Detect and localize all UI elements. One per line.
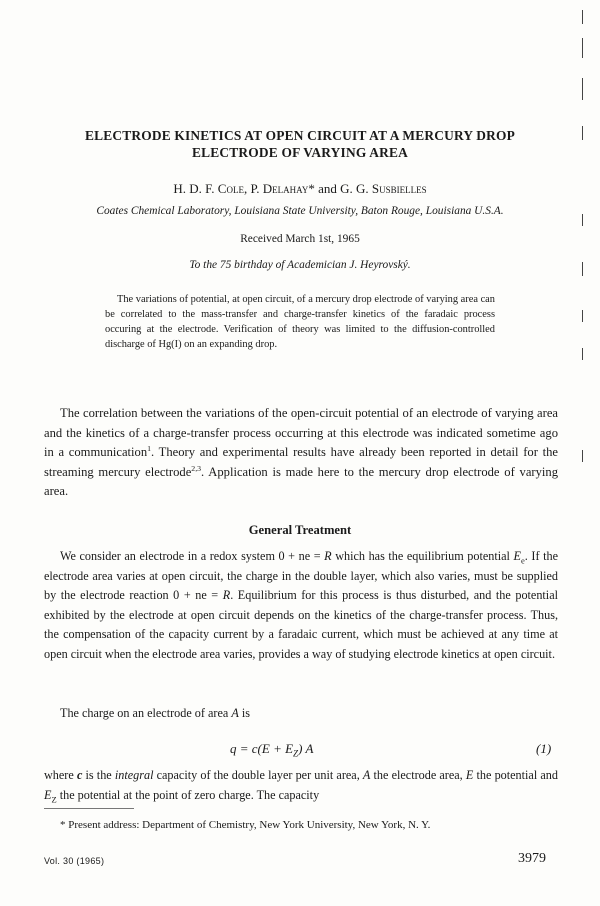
- intro-paragraph: [44, 404, 558, 502]
- body3-text-1: where: [44, 768, 77, 782]
- body1-text-4: . Equilibrium for this process is thus disturbed, and the potential exhibited by the electrode at open circuit depends on the kinetics of the charge-transfer process. Thus, the compensation of the capacity current by a faradaic current, which must be achieved at any time at open circuit when the electrode area varies, provides a way of studying electrode kinetics at open circuit.: [44, 588, 558, 661]
- author-list: [40, 181, 560, 197]
- received-date: Received March 1st, 1965: [240, 233, 360, 245]
- symbol-Ez: E: [44, 787, 52, 802]
- body2-text-2: is: [238, 706, 250, 720]
- reference-1: 1: [147, 444, 152, 453]
- reference-2-3: 2,3: [191, 463, 202, 473]
- paper-title: [40, 127, 560, 161]
- body-paragraph-2: [44, 704, 558, 724]
- subscript-e: e: [520, 555, 525, 566]
- equation-body: q = c(E + E: [230, 741, 294, 756]
- body2-text-1: The charge on an electrode of area: [60, 706, 232, 720]
- body3-text-6: the potential at the point of zero charge. The capacity: [56, 787, 320, 802]
- scan-edge-mark: [582, 38, 583, 58]
- author-conjunction: and: [314, 181, 341, 196]
- title-line-1: ELECTRODE KINETICS AT OPEN CIRCUIT AT A MERCURY DROP: [84, 128, 516, 143]
- equation-1: [230, 741, 313, 757]
- scan-edge-mark: [582, 348, 583, 360]
- body3-text-5: the potential and: [473, 768, 558, 782]
- intro-text-1: The correlation between the variations of the open-circuit potential of an electrode of varying area and the kinetics of a charge-transfer process occurring at this electrode was indicated sometime ago in a communication: [44, 406, 558, 460]
- author-footnote-mark: *: [308, 181, 315, 196]
- author-delahay: P. Delahay: [250, 181, 309, 196]
- symbol-A: A: [362, 768, 371, 782]
- symbol-E: E: [513, 549, 521, 563]
- section-heading: General Treatment: [248, 523, 352, 537]
- title-line-2: ELECTRODE OF VARYING AREA: [192, 145, 408, 160]
- intro-text-2: . Theory and experimental results have already been reported in detail for the streaming mercury electrode: [44, 445, 558, 479]
- body1-text-1: We consider an electrode in a redox system 0 + ne =: [60, 549, 325, 563]
- scan-edge-mark: [582, 310, 583, 322]
- body3-text-2: is the: [82, 768, 115, 782]
- intro-text-3: . Application is made here to the mercury drop electrode of varying area.: [44, 464, 559, 499]
- scan-edge-mark: [582, 450, 583, 462]
- scan-edge-mark: [582, 126, 583, 140]
- subscript-z: Z: [51, 794, 57, 805]
- body-paragraph-1: [44, 547, 558, 665]
- equation-subscript: Z: [293, 748, 299, 759]
- page-number: 3979: [518, 851, 546, 866]
- footnote-rule: [44, 808, 134, 809]
- emphasis-integral: integral: [114, 768, 154, 782]
- equation-tail: ) A: [298, 741, 314, 756]
- scan-edge-mark: [582, 10, 583, 24]
- body-paragraph-3: [44, 766, 558, 805]
- symbol-R: R: [222, 588, 231, 603]
- affiliation: Coates Chemical Laboratory, Louisiana State University, Baton Rouge, Louisiana U.S.A.: [96, 205, 504, 217]
- symbol-A: A: [231, 706, 239, 720]
- body3-text-3: capacity of the double layer per unit area,: [153, 768, 363, 782]
- author-cole: H. D. F. Cole,: [173, 181, 248, 196]
- equation-number: (1): [536, 741, 552, 756]
- body1-text-3: . If the electrode area varies at open circuit, the charge in the double layer, which also varies, must be supplied by the electrode reaction 0 + ne =: [44, 549, 558, 603]
- scan-edge-mark: [582, 262, 583, 276]
- symbol-R: R: [324, 549, 332, 563]
- body1-text-2: which has the equilibrium potential: [331, 549, 514, 563]
- scan-edge-mark: [582, 78, 583, 100]
- footnote: * Present address: Department of Chemistry, New York University, New York, N. Y.: [60, 819, 431, 831]
- dedication: To the 75 birthday of Academician J. Heyrovský.: [189, 259, 411, 271]
- symbol-E: E: [465, 768, 474, 782]
- author-susbielles: G. G. Susbielles: [340, 181, 427, 196]
- abstract: The variations of potential, at open circuit, of a mercury drop electrode of varying area can be correlated to the mass-transfer and charge-transfer kinetics of the faradaic process occuring at the electrode. Verification of theory was limited to the diffusion-controlled discharge of Hg(I) on an expanding drop.: [105, 294, 495, 351]
- volume-label: Vol. 30 (1965): [44, 856, 105, 866]
- symbol-c: c: [76, 768, 83, 782]
- scan-edge-mark: [582, 214, 583, 226]
- body3-text-4: the electrode area,: [370, 768, 466, 782]
